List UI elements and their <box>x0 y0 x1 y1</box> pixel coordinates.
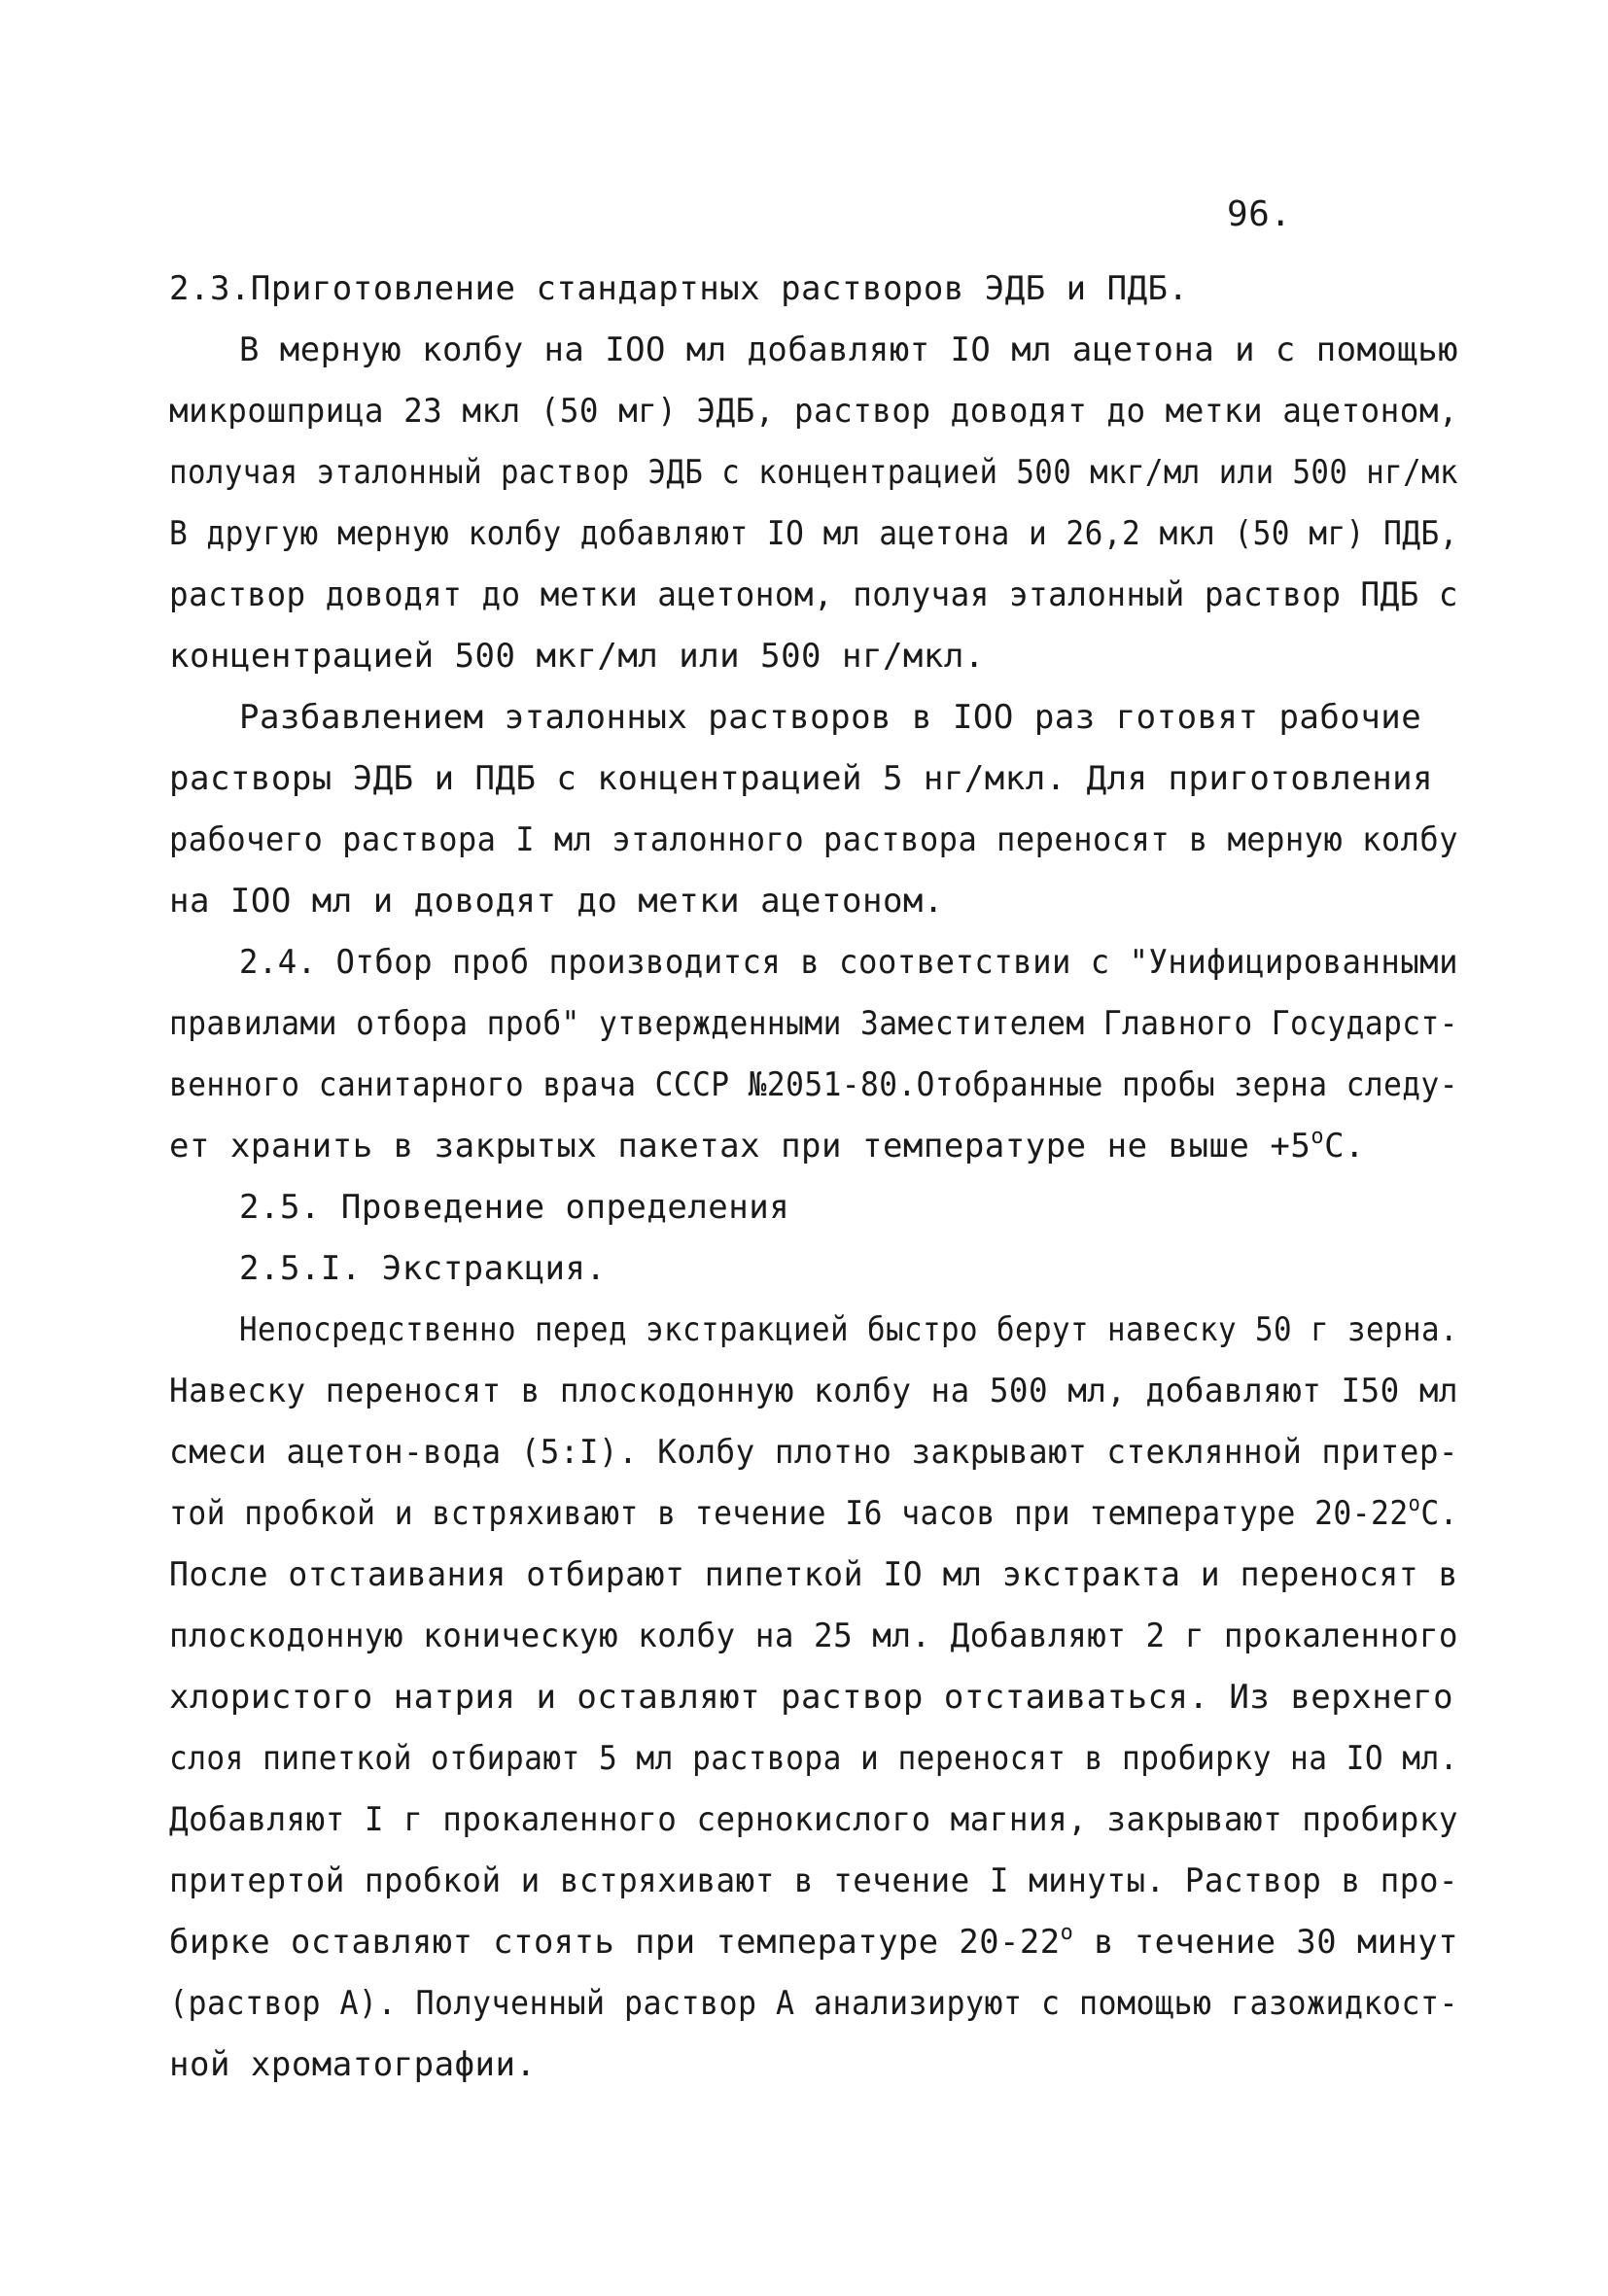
text-line: Непосредственно перед экстракцией быстро берут навеску 50 г зерна. <box>239 1310 1459 1349</box>
text-line: ет хранить в закрытых пакетах при температуре не выше $+5^оС$. <box>169 1125 1366 1165</box>
text-line: правилами отбора проб" утвержденными Заместителем Главного Государст- <box>169 1004 1458 1043</box>
text-line: раствор доводят до метки ацетоном, получая эталонный раствор ПДБ с <box>169 575 1459 614</box>
text-line: рабочего раствора I мл эталонного раствора переносят в мерную колбу <box>169 820 1459 859</box>
text-line: слоя пипеткой отбирают 5 мл раствора и переносят в пробирку на IО мл. <box>169 1739 1458 1778</box>
text-line: Добавляют I г прокаленного сернокислого магния, закрывают пробирку <box>169 1800 1459 1839</box>
section-heading: 2.3.Приготовление стандартных растворов ЭДБ и ПДБ. <box>169 269 1189 308</box>
text-line: Разбавлением эталонных растворов в IОО раз готовят рабочие <box>239 698 1422 737</box>
text-line: растворы ЭДБ и ПДБ с концентрацией 5 нг/мкл. Для приготовления <box>169 759 1434 798</box>
text-line: получая эталонный раствор ЭДБ с концентрацией 500 мкг/мл или 500 нг/мк <box>169 453 1458 492</box>
text-line: смеси ацетон-вода (5:I). Колбу плотно закрывают стеклянной притер- <box>169 1433 1459 1472</box>
text-line: притертой пробкой и встряхивают в течение I минуты. Раствор в про- <box>169 1861 1459 1900</box>
text-line: ной хроматографии. <box>169 2045 537 2084</box>
text-line: бирке оставляют стоять при температуре $20-22^о$ в течение 30 минут <box>169 1921 1459 1962</box>
text-line: Навеску переносят в плоскодонную колбу на 500 мл, добавляют I50 мл <box>169 1372 1459 1410</box>
text-line: (раствор А). Полученный раствор А анализируют с помощью газожидкост- <box>169 1984 1458 2023</box>
text-line: 2.4. Отбор проб производится в соответствии с "Унифицированными <box>239 943 1458 982</box>
text-line: В мерную колбу на IОО мл добавляют IО мл ацетона и с помощью <box>239 330 1459 369</box>
text-line: венного санитарного врача СССР №2051-80.Отобранные пробы зерна следу- <box>169 1065 1458 1104</box>
page-number: 96. <box>1227 194 1292 234</box>
text-line: концентрацией 500 мкг/мл или 500 нг/мкл. <box>169 637 985 676</box>
subsection-heading: 2.5.I. Экстракция. <box>239 1249 607 1288</box>
text-line: той пробкой и встряхивают в течение I6 часов при температуре $20-22^оС$. <box>169 1492 1458 1533</box>
text-line: микрошприца 23 мкл (50 мг) ЭДБ, раствор доводят до метки ацетоном, <box>169 392 1459 431</box>
text-line: плоскодонную коническую колбу на 25 мл. Добавляют 2 г прокаленного <box>169 1617 1459 1655</box>
text-line: В другую мерную колбу добавляют IО мл ацетона и 26,2 мкл (50 мг) ПДБ, <box>169 514 1458 553</box>
text-line: После отстаивания отбирают пипеткой IО мл экстракта и переносят в <box>169 1555 1458 1594</box>
subsection-heading: 2.5. Проведение определения <box>239 1188 790 1227</box>
text-line: хлористого натрия и оставляют раствор отстаиваться. Из верхнего <box>169 1678 1454 1717</box>
text-line: на IОО мл и доводят до метки ацетоном. <box>169 882 944 921</box>
